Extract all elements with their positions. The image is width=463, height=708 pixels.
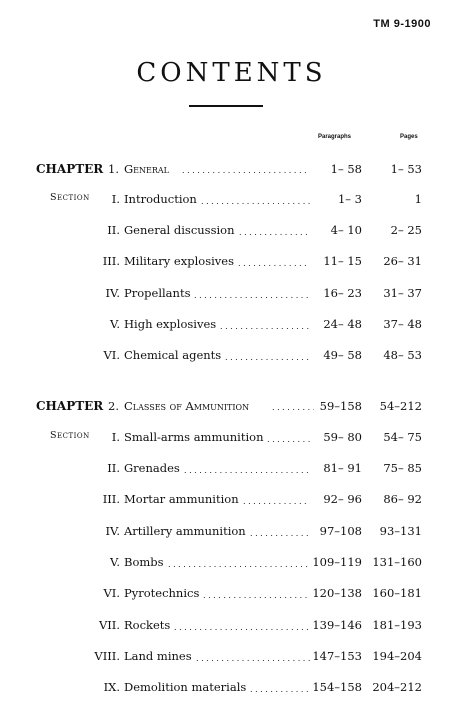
section-row	[0, 286, 463, 306]
pages-range: 1	[414, 192, 422, 206]
section-title: Chemical agents	[124, 348, 222, 362]
paragraphs-range: 4– 10	[330, 223, 362, 237]
leader-dots	[243, 493, 310, 509]
section-number: II.	[107, 461, 120, 475]
section-title: Bombs	[124, 555, 164, 569]
pages-range: 1– 53	[390, 162, 422, 176]
leader-dots	[267, 431, 310, 447]
paragraphs-range: 11– 15	[323, 254, 362, 268]
section-title: Mortar ammunition	[124, 492, 239, 506]
section-number: VIII.	[94, 649, 120, 663]
paragraphs-range: 92– 96	[323, 492, 362, 506]
leader-dots	[238, 255, 310, 271]
section-title: Artillery ammunition	[124, 524, 246, 538]
section-row	[0, 680, 463, 700]
section-number: VI.	[103, 586, 120, 600]
paragraphs-range: 97–108	[319, 524, 362, 538]
section-title: Rockets	[124, 618, 171, 632]
paragraphs-range: 81– 91	[323, 461, 362, 475]
leader-dots	[220, 318, 310, 334]
chapter-number: 2.	[108, 399, 119, 413]
section-row	[0, 317, 463, 337]
column-header-paragraphs: Paragraphs	[318, 134, 352, 140]
paragraphs-range: 49– 58	[323, 348, 362, 362]
pages-range: 54– 75	[383, 430, 422, 444]
pages-range: 194–204	[372, 649, 422, 663]
section-number: VI.	[103, 348, 120, 362]
pages-range: 181–193	[372, 618, 422, 632]
paragraphs-range: 109–119	[312, 555, 362, 569]
tm-number: TM 9-1900	[373, 18, 431, 30]
section-row	[0, 430, 463, 450]
pages-range: 2– 25	[390, 223, 422, 237]
page-title: CONTENTS	[136, 58, 327, 88]
section-number: IV.	[105, 286, 120, 300]
chapter-label: CHAPTER	[36, 162, 104, 176]
section-row	[0, 254, 463, 274]
pages-range: 204–212	[372, 680, 422, 694]
paragraphs-range: 24– 48	[323, 317, 362, 331]
section-label: Section	[50, 192, 90, 203]
pages-range: 160–181	[372, 586, 422, 600]
chapter-title: Classes of Ammunition	[124, 399, 250, 413]
section-number: III.	[102, 492, 120, 506]
section-title: Land mines	[124, 649, 192, 663]
paragraphs-range: 154–158	[312, 680, 362, 694]
section-number: IV.	[105, 524, 120, 538]
pages-range: 75– 85	[383, 461, 422, 475]
chapter-number: 1.	[108, 162, 119, 176]
paragraphs-range: 120–138	[312, 586, 362, 600]
section-row	[0, 348, 463, 368]
chapter-title: General	[124, 162, 169, 176]
leader-dots	[225, 349, 310, 365]
section-title: High explosives	[124, 317, 217, 331]
section-row	[0, 461, 463, 481]
section-number: I.	[111, 430, 120, 444]
section-number: V.	[110, 317, 120, 331]
pages-range: 26– 31	[383, 254, 422, 268]
leader-dots	[174, 619, 310, 635]
pages-range: 37– 48	[383, 317, 422, 331]
chapter-row	[0, 399, 463, 419]
section-title: Propellants	[124, 286, 191, 300]
section-title: Demolition materials	[124, 680, 247, 694]
section-row	[0, 524, 463, 544]
section-row	[0, 492, 463, 512]
section-number: IX.	[103, 680, 120, 694]
paragraphs-range: 1– 3	[337, 192, 362, 206]
pages-range: 86– 92	[383, 492, 422, 506]
section-row	[0, 586, 463, 606]
section-number: VII.	[98, 618, 120, 632]
leader-dots	[239, 224, 310, 240]
section-row	[0, 649, 463, 669]
leader-dots	[168, 556, 310, 572]
leader-dots	[194, 287, 310, 303]
section-row	[0, 618, 463, 638]
paragraphs-range: 1– 58	[330, 162, 362, 176]
title-rule	[189, 105, 263, 107]
pages-range: 131–160	[372, 555, 422, 569]
leader-dots	[182, 162, 306, 178]
pages-range: 31– 37	[383, 286, 422, 300]
section-number: III.	[102, 254, 120, 268]
leader-dots	[250, 525, 310, 541]
leader-dots	[201, 193, 310, 209]
leader-dots	[196, 650, 310, 666]
leader-dots	[250, 681, 310, 697]
paragraphs-range: 147–153	[312, 649, 362, 663]
chapter-row	[0, 162, 463, 182]
paragraphs-range: 59–158	[319, 399, 362, 413]
section-title: Introduction	[124, 192, 197, 206]
paragraphs-range: 59– 80	[323, 430, 362, 444]
section-title: General discussion	[124, 223, 235, 237]
section-title: Military explosives	[124, 254, 234, 268]
section-row	[0, 192, 463, 212]
leader-dots	[184, 462, 310, 478]
leader-dots	[203, 587, 310, 603]
pages-range: 48– 53	[383, 348, 422, 362]
section-number: I.	[111, 192, 120, 206]
section-number: V.	[110, 555, 120, 569]
section-label: Section	[50, 430, 90, 441]
paragraphs-range: 16– 23	[323, 286, 362, 300]
section-title: Pyrotechnics	[124, 586, 200, 600]
section-row	[0, 555, 463, 575]
column-header-pages: Pages	[400, 134, 418, 140]
section-title: Grenades	[124, 461, 180, 475]
section-row	[0, 223, 463, 243]
pages-range: 54–212	[379, 399, 422, 413]
paragraphs-range: 139–146	[312, 618, 362, 632]
section-title: Small-arms ammunition	[124, 430, 264, 444]
pages-range: 93–131	[379, 524, 422, 538]
chapter-label: CHAPTER	[36, 399, 104, 413]
section-number: II.	[107, 223, 120, 237]
